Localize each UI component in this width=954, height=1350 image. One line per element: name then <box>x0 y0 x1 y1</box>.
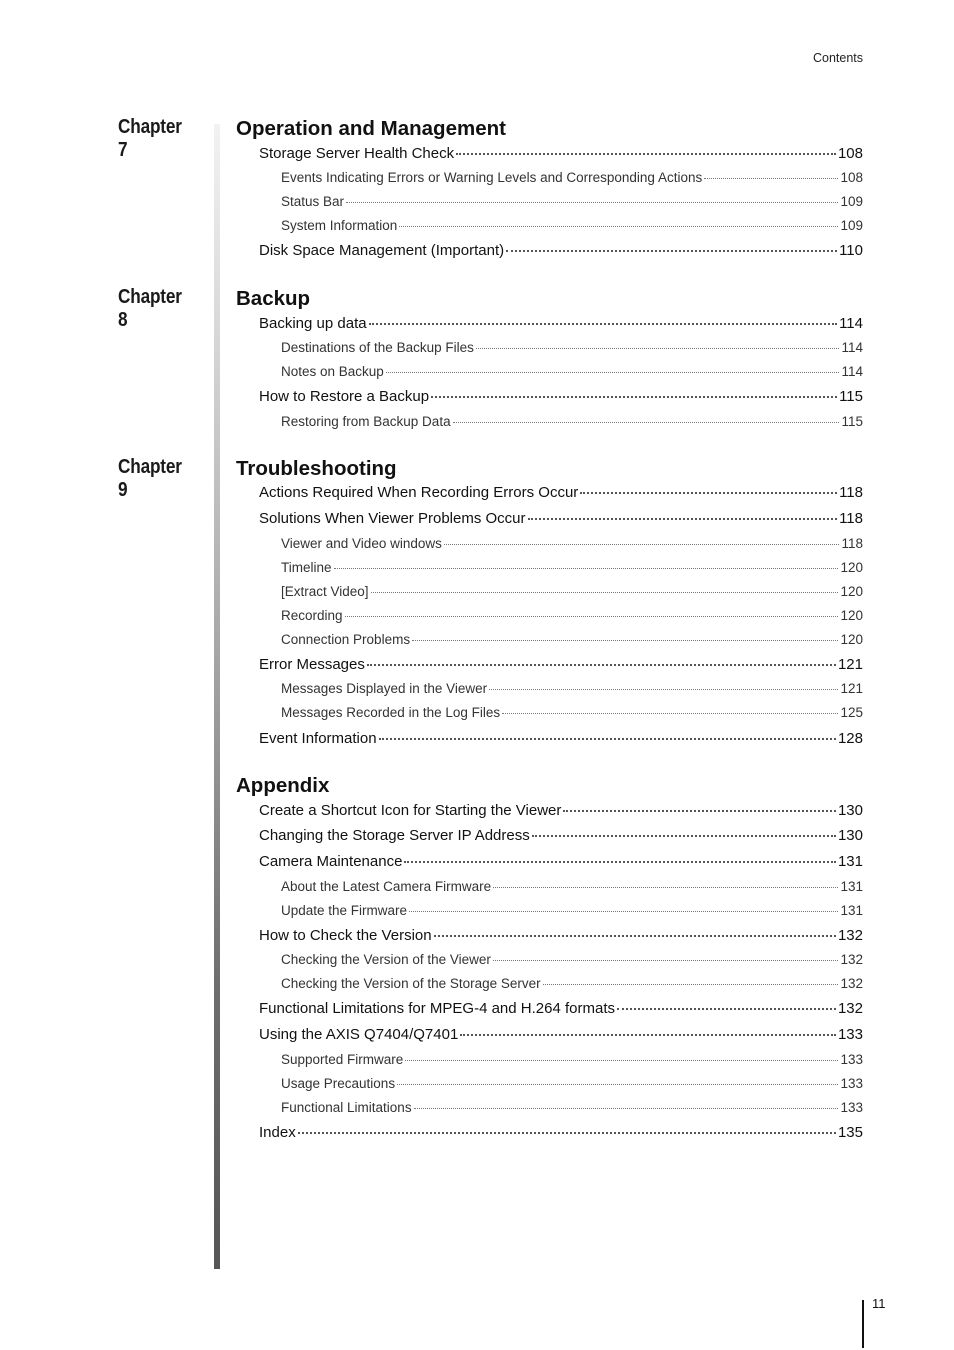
toc-subentry[interactable]: Supported Firmware 133 <box>281 1052 863 1067</box>
page-ref: 131 <box>840 903 863 918</box>
page-ref: 120 <box>840 608 863 623</box>
page-ref: 128 <box>837 730 863 747</box>
toc-entry[interactable]: How to Check the Version 132 <box>259 927 863 944</box>
page-ref: 133 <box>840 1100 863 1115</box>
dot-leader <box>444 544 840 545</box>
toc-subentry[interactable]: Checking the Version of the Viewer 132 <box>281 952 863 967</box>
toc-subentry[interactable]: Messages Displayed in the Viewer 121 <box>281 681 863 696</box>
dot-leader <box>386 372 840 373</box>
toc-subentry[interactable]: Destinations of the Backup Files 114 <box>281 340 863 355</box>
page-ref: 133 <box>837 1026 863 1043</box>
dot-leader <box>298 1132 836 1134</box>
dot-leader <box>563 810 836 812</box>
dot-leader <box>502 713 838 714</box>
toc-subentry[interactable]: Events Indicating Errors or Warning Levels and Corresponding Actions 108 <box>281 170 863 185</box>
page-ref: 109 <box>840 218 863 233</box>
page-ref: 132 <box>840 976 863 991</box>
dot-leader <box>369 323 838 325</box>
dot-leader <box>334 568 839 569</box>
toc-entry[interactable]: Camera Maintenance 131 <box>259 853 863 870</box>
footer-rule <box>862 1300 864 1348</box>
toc-subentry[interactable]: Status Bar 109 <box>281 194 863 209</box>
page-ref: 131 <box>840 879 863 894</box>
dot-leader <box>431 396 837 398</box>
page-ref: 110 <box>839 242 863 259</box>
toc-entry[interactable]: Actions Required When Recording Errors Occur 118 <box>259 484 863 501</box>
toc-entry[interactable]: Disk Space Management (Important) 110 <box>259 242 863 259</box>
toc-subentry[interactable]: Update the Firmware 131 <box>281 903 863 918</box>
toc-subentry[interactable]: Viewer and Video windows 118 <box>281 536 863 551</box>
dot-leader <box>409 911 838 912</box>
page-ref: 115 <box>839 388 863 405</box>
dot-leader <box>405 1060 838 1061</box>
page-ref: 131 <box>837 853 863 870</box>
dot-leader <box>453 422 840 423</box>
page-ref: 132 <box>837 927 863 944</box>
toc-subentry[interactable]: Timeline 120 <box>281 560 863 575</box>
toc-subentry[interactable]: Checking the Version of the Storage Server 132 <box>281 976 863 991</box>
page-ref: 121 <box>837 656 863 673</box>
page-ref: 135 <box>837 1124 863 1141</box>
page-ref: 118 <box>839 510 863 527</box>
dot-leader <box>506 250 837 252</box>
section-title: Troubleshooting <box>236 457 397 480</box>
dot-leader <box>399 226 838 227</box>
chapter-side-bar <box>214 124 220 1269</box>
toc-subentry[interactable]: System Information 109 <box>281 218 863 233</box>
dot-leader <box>532 835 836 837</box>
page-ref: 132 <box>837 1000 863 1017</box>
toc-entry[interactable]: Storage Server Health Check 108 <box>259 145 863 162</box>
page-ref: 130 <box>837 827 863 844</box>
toc-entry[interactable]: Backing up data 114 <box>259 315 863 332</box>
dot-leader <box>404 861 836 863</box>
chapter-label: Chapter 9 <box>118 456 182 501</box>
page-ref: 120 <box>840 584 863 599</box>
running-header: Contents <box>812 51 863 65</box>
dot-leader <box>580 492 837 494</box>
dot-leader <box>528 518 838 520</box>
toc-subentry[interactable]: About the Latest Camera Firmware 131 <box>281 879 863 894</box>
toc-entry[interactable]: Solutions When Viewer Problems Occur 118 <box>259 510 863 527</box>
page-ref: 109 <box>840 194 863 209</box>
page-ref: 118 <box>841 536 863 551</box>
toc-entry[interactable]: Error Messages 121 <box>259 656 863 673</box>
page-ref: 132 <box>840 952 863 967</box>
dot-leader <box>460 1034 836 1036</box>
page-ref: 114 <box>841 340 863 355</box>
toc-subentry[interactable]: Functional Limitations 133 <box>281 1100 863 1115</box>
section-title: Operation and Management <box>236 117 506 140</box>
page-ref: 118 <box>839 484 863 501</box>
dot-leader <box>412 640 838 641</box>
toc-subentry[interactable]: Recording 120 <box>281 608 863 623</box>
section-title: Backup <box>236 287 311 310</box>
page-ref: 121 <box>840 681 863 696</box>
page-ref: 133 <box>840 1052 863 1067</box>
dot-leader <box>434 935 836 937</box>
dot-leader <box>493 887 838 888</box>
toc-entry[interactable]: Create a Shortcut Icon for Starting the Viewer 130 <box>259 802 863 819</box>
dot-leader <box>346 202 838 203</box>
toc-subentry[interactable]: [Extract Video] 120 <box>281 584 863 599</box>
toc-entry[interactable]: Index 135 <box>259 1124 863 1141</box>
chapter-label: Chapter 8 <box>118 286 182 331</box>
page-number: 11 <box>872 1296 886 1311</box>
dot-leader <box>379 738 836 740</box>
page-ref: 130 <box>837 802 863 819</box>
dot-leader <box>543 984 839 985</box>
toc-entry[interactable]: Functional Limitations for MPEG-4 and H.264 formats 132 <box>259 1000 863 1017</box>
page-ref: 115 <box>841 414 863 429</box>
dot-leader <box>345 616 839 617</box>
toc-entry[interactable]: How to Restore a Backup 115 <box>259 388 863 405</box>
page-ref: 125 <box>840 705 863 720</box>
toc-entry[interactable]: Changing the Storage Server IP Address 130 <box>259 827 863 844</box>
toc-subentry[interactable]: Connection Problems 120 <box>281 632 863 647</box>
toc-subentry[interactable]: Notes on Backup 114 <box>281 364 863 379</box>
page-ref: 120 <box>840 632 863 647</box>
dot-leader <box>371 592 839 593</box>
dot-leader <box>617 1008 836 1010</box>
page-ref: 133 <box>840 1076 863 1091</box>
dot-leader <box>456 153 836 155</box>
dot-leader <box>397 1084 838 1085</box>
dot-leader <box>704 178 838 179</box>
chapter-label: Chapter 7 <box>118 116 182 161</box>
toc-subentry[interactable]: Usage Precautions 133 <box>281 1076 863 1091</box>
dot-leader <box>476 348 840 349</box>
dot-leader <box>493 960 839 961</box>
page-ref: 108 <box>840 170 863 185</box>
toc-subentry[interactable]: Messages Recorded in the Log Files 125 <box>281 705 863 720</box>
toc-entry[interactable]: Using the AXIS Q7404/Q7401 133 <box>259 1026 863 1043</box>
page-ref: 114 <box>841 364 863 379</box>
section-title: Appendix <box>236 774 330 797</box>
page-ref: 114 <box>839 315 863 332</box>
toc-entry[interactable]: Event Information 128 <box>259 730 863 747</box>
toc-subentry[interactable]: Restoring from Backup Data 115 <box>281 414 863 429</box>
dot-leader <box>489 689 838 690</box>
dot-leader <box>367 664 836 666</box>
dot-leader <box>414 1108 839 1109</box>
page-ref: 120 <box>840 560 863 575</box>
page-ref: 108 <box>837 145 863 162</box>
